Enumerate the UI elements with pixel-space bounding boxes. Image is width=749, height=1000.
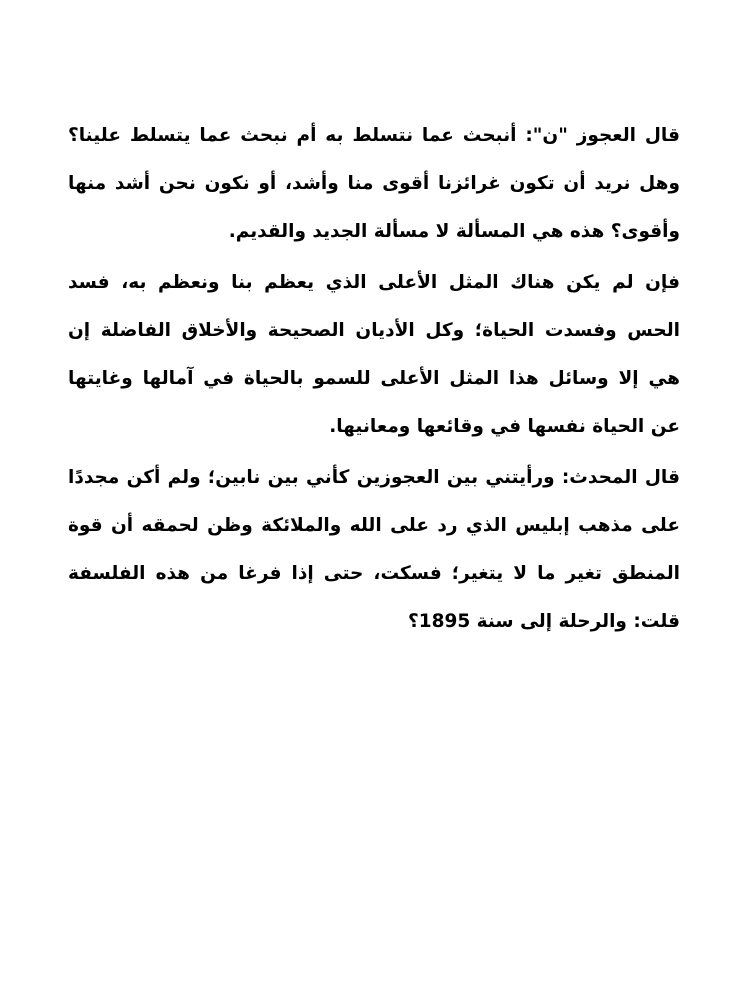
paragraph-2: فإن لم يكن هناك المثل الأعلى الذي يعظم بنا ونعظم به، فسد الحس وفسدت الحياة؛ وكل الأديان الصحيحة والأخلاق الفاضلة إن هي إلا وسائل هذا المثل الأعلى للسمو بالحياة في آمالها وغايتها عن الحياة نفسها في وقائعها ومعانيها. <box>68 272 680 437</box>
paragraph-1: قال العجوز "ن": أنبحث عما نتسلط به أم نبحث عما يتسلط علينا؟ وهل نريد أن تكون غرائزنا أقوى منا وأشد، أو نكون نحن أشد منها وأقوى؟ هذه هي المسألة لا مسألة الجديد والقديم. <box>68 125 680 242</box>
document-body <box>68 112 680 646</box>
paragraph-3: قال المحدث: ورأيتني بين العجوزين كأني بين نابين؛ ولم أكن مجددًا على مذهب إبليس الذي رد على الله والملائكة وظن لحمقه أن قوة المنطق تغير ما لا يتغير؛ فسكت، حتى إذا فرغا من هذه الفلسفة قلت: والرحلة إلى سنة 1895؟ <box>68 467 680 632</box>
